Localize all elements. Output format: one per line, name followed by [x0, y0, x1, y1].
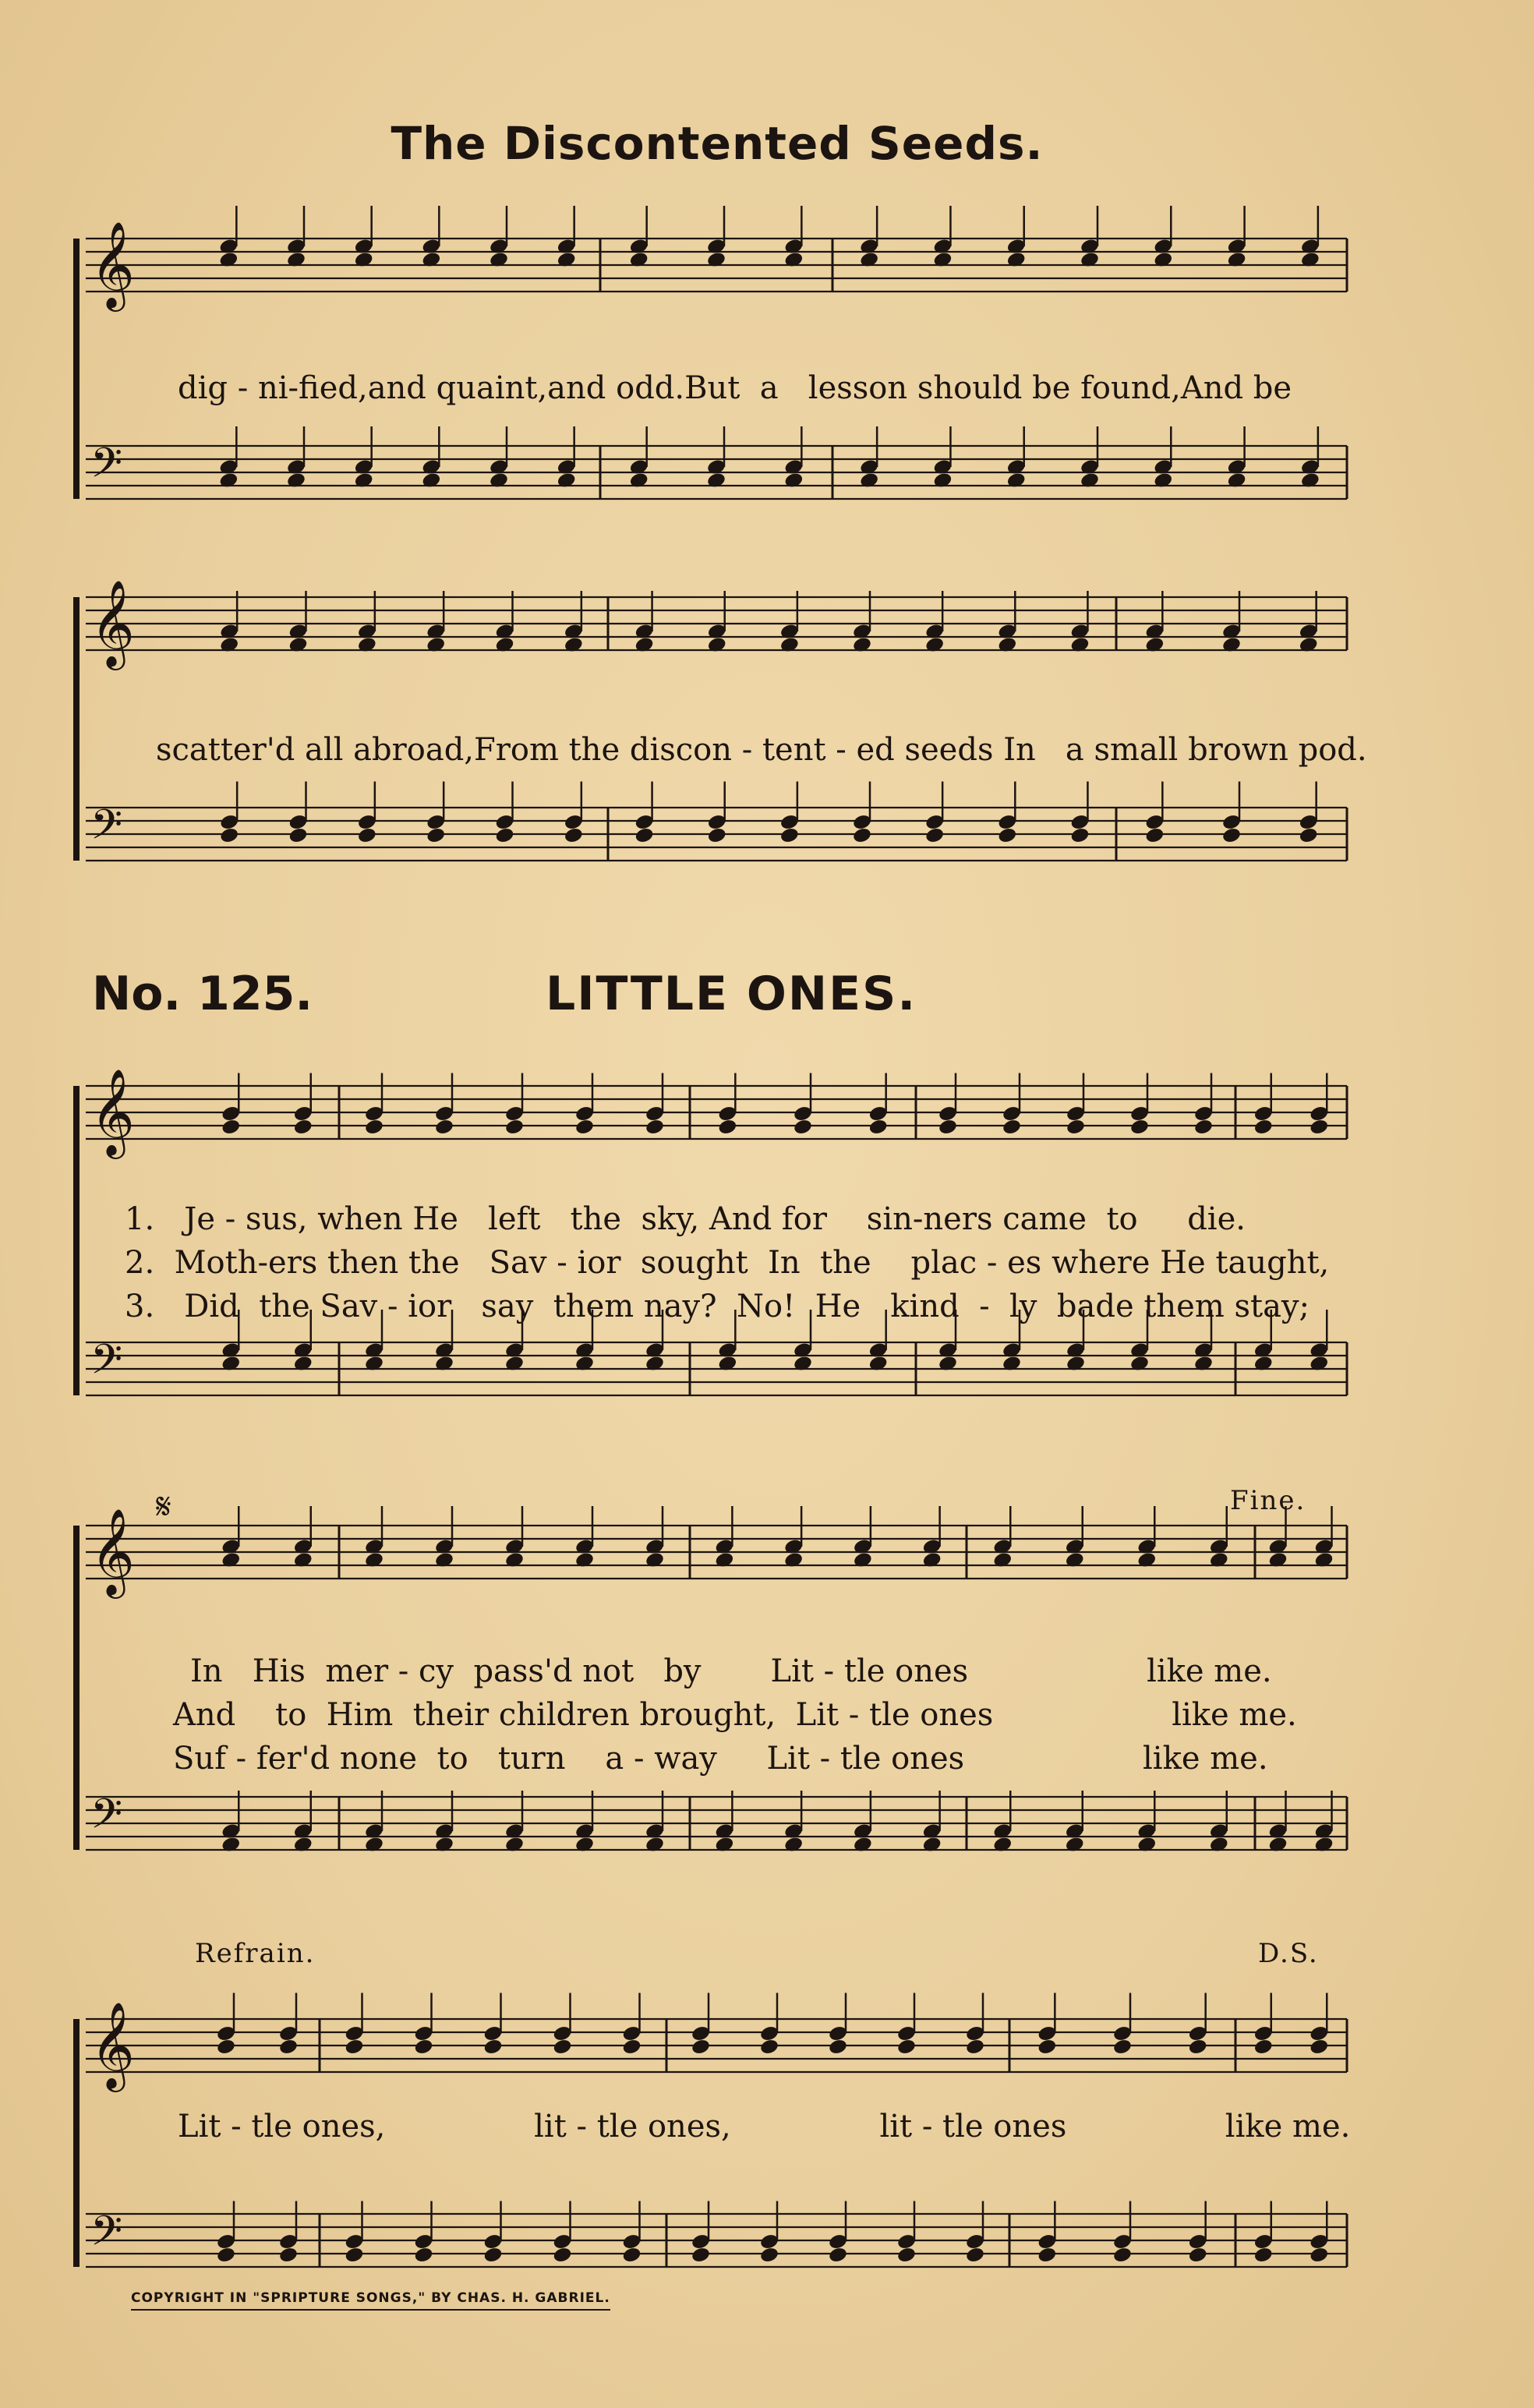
- song-title: The Discontented Seeds.: [391, 117, 1044, 170]
- song-top-lyric-line-2: scatter'd all abroad,From the discon - tent - ed seeds In a small brown pod.: [156, 732, 1367, 768]
- refrain-lyric: Lit - tle ones, lit - tle ones, lit - tle ones like me.: [178, 2109, 1351, 2145]
- hymn-title: LITTLE ONES.: [546, 967, 917, 1021]
- fine-marking: Fine.: [1230, 1485, 1306, 1516]
- svg-text:𝄞: 𝄞: [90, 579, 135, 667]
- clef-symbols: [90, 221, 135, 2265]
- svg-text:𝄢: 𝄢: [90, 1791, 123, 1848]
- song-top-lyric-line-1: dig - ni-fied,and quaint,and odd.But a lesson should be found,And be: [178, 370, 1292, 406]
- svg-text:𝄢: 𝄢: [90, 440, 123, 497]
- verse-line-3: 3. Did the Sav - ior say them nay? No! He kind - ly bade them stay;: [125, 1289, 1310, 1324]
- ds-marking: D.S.: [1258, 1938, 1319, 1969]
- segno-sign: 𝄋: [156, 1485, 173, 1527]
- svg-text:𝄢: 𝄢: [90, 1336, 123, 1394]
- section2-line-1: In His mer - cy pass'd not by Lit - tle ones like me.: [190, 1653, 1272, 1689]
- section2-line-3: Suf - fer'd none to turn a - way Lit - tle ones like me.: [173, 1741, 1268, 1777]
- hymn-number: No. 125.: [92, 967, 313, 1021]
- svg-text:𝄢: 𝄢: [90, 2208, 123, 2265]
- svg-text:𝄞: 𝄞: [90, 1068, 135, 1155]
- copyright-notice: COPYRIGHT IN "SPRIPTURE SONGS," BY CHAS. H. GABRIEL.: [131, 2290, 610, 2311]
- svg-text:𝄢: 𝄢: [90, 801, 123, 859]
- svg-text:𝄞: 𝄞: [90, 221, 135, 308]
- verse-line-2: 2. Moth-ers then the Sav - ior sought In the plac - es where He taught,: [125, 1245, 1330, 1281]
- section2-line-2: And to Him their children brought, Lit - tle ones like me.: [173, 1697, 1297, 1733]
- refrain-label: Refrain.: [195, 1938, 316, 1969]
- svg-text:𝄞: 𝄞: [90, 2001, 135, 2088]
- svg-text:𝄞: 𝄞: [90, 1508, 135, 1595]
- verse-line-1: 1. Je - sus, when He left the sky, And for sin-ners came to die.: [125, 1201, 1246, 1237]
